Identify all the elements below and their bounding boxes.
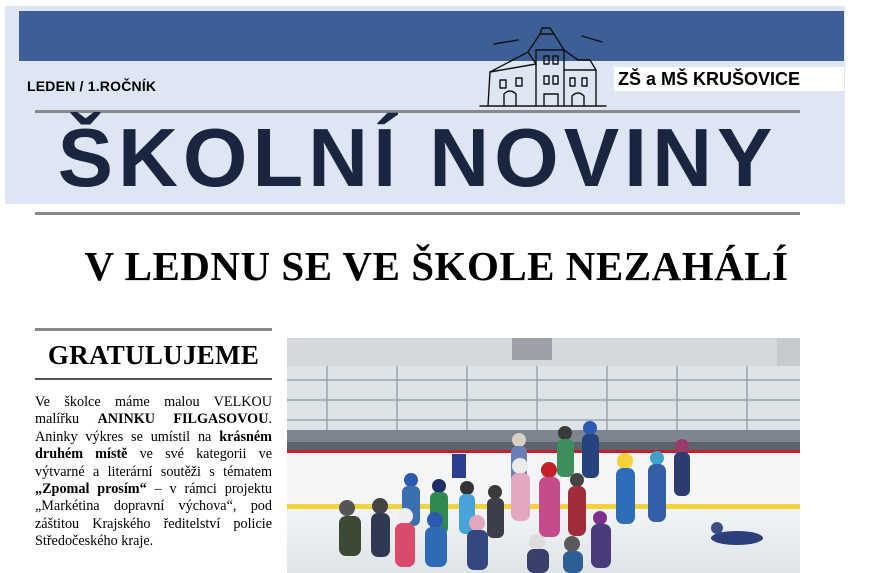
header-top-bar (19, 11, 844, 61)
article-text (35, 394, 272, 573)
main-headline: V LEDNU SE VE ŠKOLE NEZAHÁLÍ (84, 243, 789, 289)
section-bottom-rule (35, 378, 272, 380)
school-name: ZŠ a MŠ KRUŠOVICE (614, 67, 844, 91)
section-top-rule (35, 328, 272, 331)
masthead-bottom-rule (35, 212, 800, 215)
contest-theme: „Zpomal prosím“ (35, 481, 147, 498)
masthead-title: ŠKOLNÍ NOVINY (57, 111, 778, 204)
section-title: GRATULUJEME (47, 340, 260, 370)
article-text-part: ve své kategorii ve výtvarné a literární soutěži s tématem (35, 446, 272, 480)
winner-place: krásném druhém místě (35, 428, 272, 463)
article-text-part: Ve školce máme malou VELKOU malířku (35, 394, 272, 428)
article-text-part: . Aninky výkres se umístil na (35, 411, 272, 445)
issue-label: LEDEN / 1.ROČNÍK (27, 78, 157, 94)
ice-rink-photo (287, 338, 800, 573)
article-text-part: – v rámci projektu „Markétina dopravní výchova“, pod záštitou Krajského ředitelství policie Středočeského kraje. (35, 481, 272, 550)
school-building-logo-icon (478, 24, 608, 110)
winner-name: ANINKU FILGASOVOU (97, 411, 269, 428)
